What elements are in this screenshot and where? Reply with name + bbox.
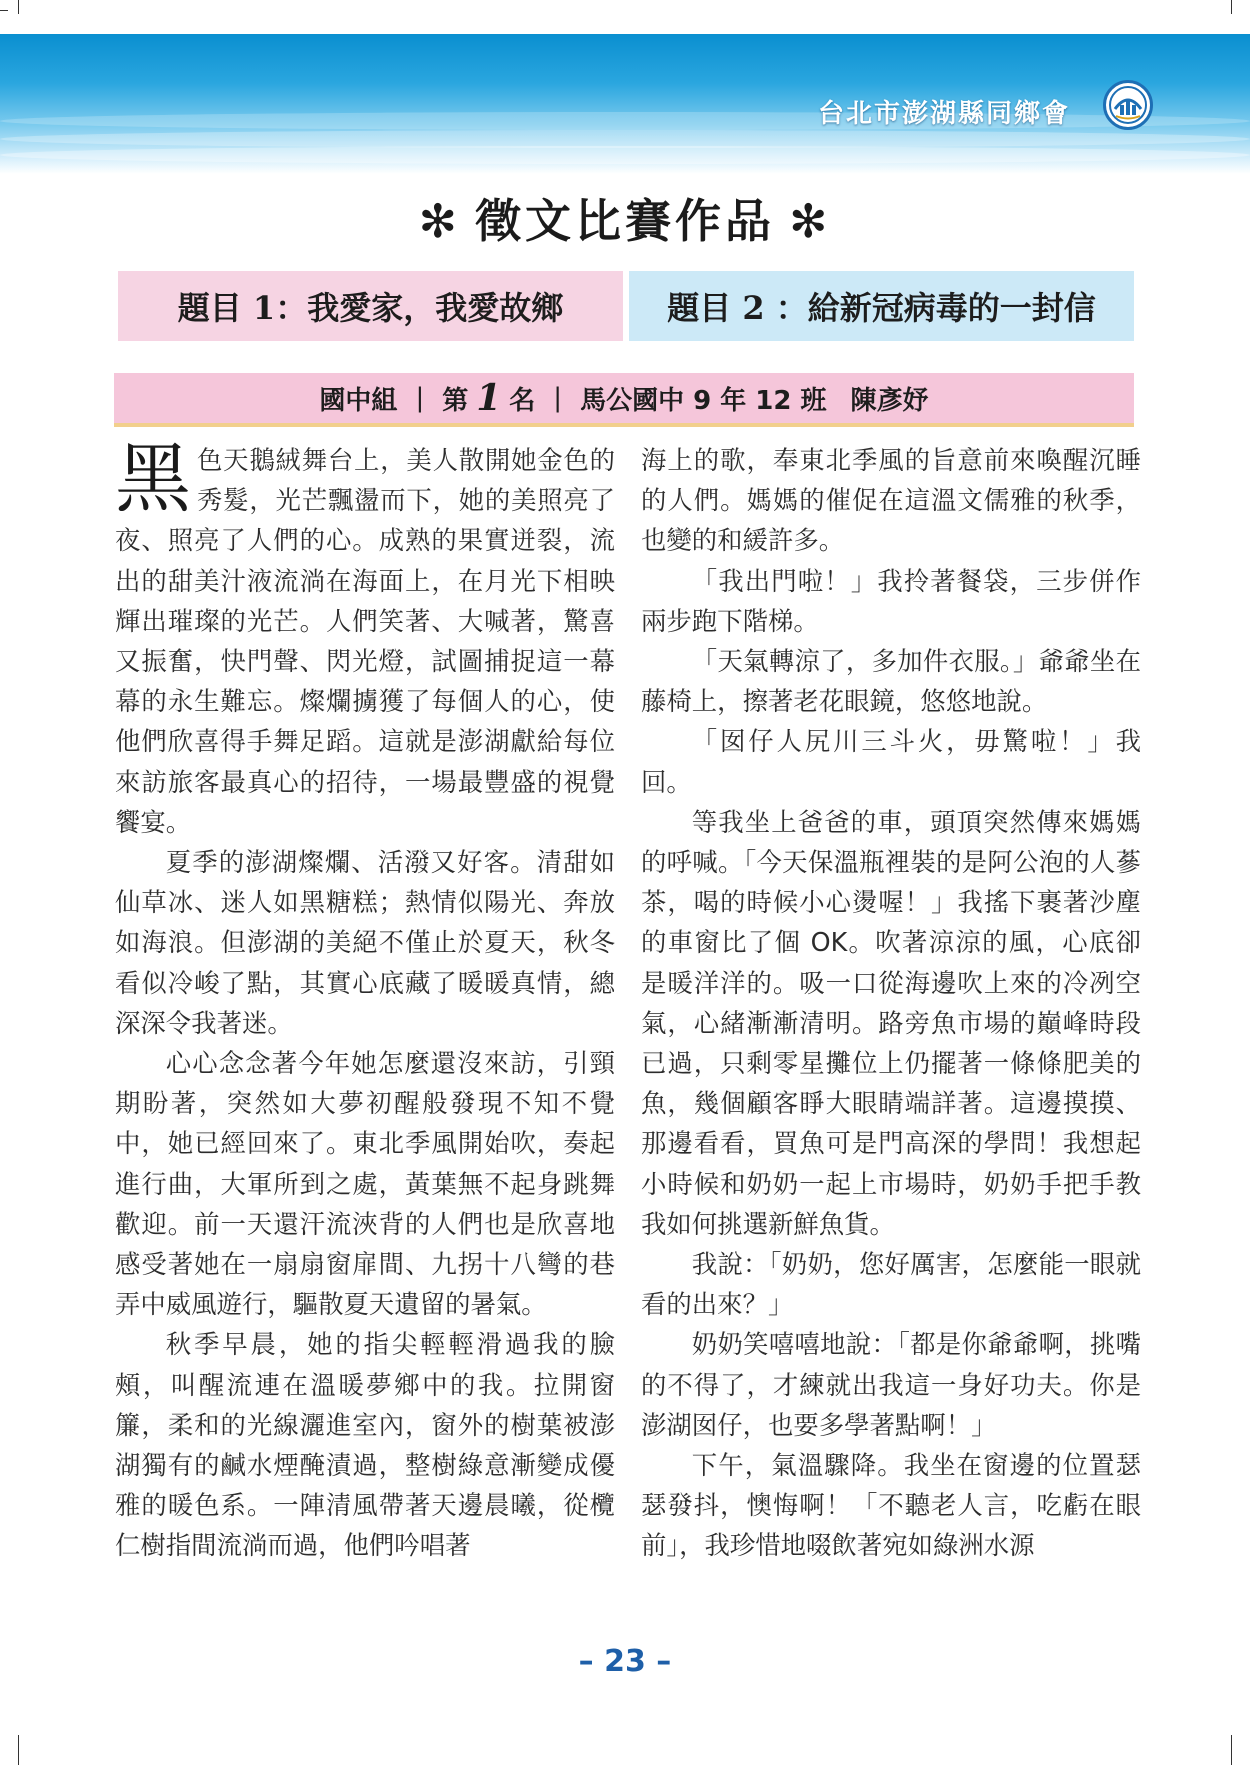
page-title-text: 徵文比賽作品 xyxy=(475,194,775,248)
star-icon: ✻ xyxy=(789,194,832,248)
crop-mark xyxy=(1231,1735,1232,1765)
association-logo-icon xyxy=(1103,80,1153,130)
award-bar xyxy=(114,373,1134,427)
organization-name: 台北市澎湖縣同鄉會 xyxy=(817,99,1070,129)
topic-2-box xyxy=(629,271,1134,341)
article-right-column xyxy=(641,440,1141,1566)
crop-mark xyxy=(1231,0,1232,14)
article-paragraph: 海上的歌，奉東北季風的旨意前來喚醒沉睡的人們。媽媽的催促在這溫文儒雅的秋季，也變的和緩許多。 xyxy=(641,445,1141,556)
article-paragraph: 「天氣轉涼了，多加件衣服。」爺爺坐在藤椅上，擦著老花眼鏡，悠悠地說。 xyxy=(641,646,1141,717)
crop-mark xyxy=(18,0,19,14)
article-paragraph: 等我坐上爸爸的車，頭頂突然傳來媽媽的呼喊。「今天保溫瓶裡裝的是阿公泡的人蔘茶，喝的時候小心燙喔！」我搖下裹著沙塵的車窗比了個 OK。吹著涼涼的風，心底卻是暖洋洋的。吸一口從海邊吹上來的冷冽空氣，心緒漸漸清明。路旁魚市場的巔峰時段已過，只剩零星攤位上仍擺著一條條肥美的魚，幾個顧客睜大眼睛端詳著。這邊摸摸、那邊看看，買魚可是門高深的學問！我想起小時候和奶奶一起上市場時，奶奶手把手教我如何挑選新鮮魚貨。 xyxy=(641,806,1141,1239)
award-separator: | xyxy=(553,383,563,413)
article-paragraph: 我說：「奶奶，您好厲害，怎麼能一眼就看的出來？」 xyxy=(641,1249,1141,1320)
paragraph-text: 色天鵝絨舞台上，美人散開她金色的秀髮，光芒飄盪而下，她的美照亮了夜、照亮了人們的心。成熟的果實迸裂，流出的甜美汁液流淌在海面上，在月光下相映輝出璀璨的光芒。人們笑著、大喊著，驚喜又振奮，快門聲、閃光燈，試圖捕捉這一幕幕的永生難忘。燦爛擄獲了每個人的心，使他們欣喜得手舞足蹈。這就是澎湖獻給每位來訪旅客最真心的招待，一場最豐盛的視覺饗宴。 xyxy=(115,445,615,837)
award-rank-suffix: 名 xyxy=(509,385,536,416)
crop-mark xyxy=(0,10,8,11)
page-number: – 23 – xyxy=(578,1644,672,1679)
article-paragraph: 心心念念著今年她怎麼還沒來訪，引頸期盼著，突然如大夢初醒般發現不知不覺中，她已經回來了。東北季風開始吹，奏起進行曲，大軍所到之處，黃葉無不起身跳舞歡迎。前一天還汗流浹背的人們也是欣喜地感受著她在一扇扇窗扉間、九拐十八彎的巷弄中威風遊行，驅散夏天遺留的暑氣。 xyxy=(115,1048,615,1320)
article-paragraph: 「我出門啦！」我拎著餐袋，三步併作兩步跑下階梯。 xyxy=(641,565,1141,636)
article-paragraph: 「囡仔人尻川三斗火，毋驚啦！」我回。 xyxy=(641,726,1141,797)
article-paragraph: 下午，氣溫驟降。我坐在窗邊的位置瑟瑟發抖，懊悔啊！「不聽老人言，吃虧在眼前」，我珍惜地啜飲著宛如綠洲水源 xyxy=(641,1450,1141,1561)
topic-1-label: 題目 1：我愛家，我愛故鄉 xyxy=(177,289,564,327)
drop-cap: 黑 xyxy=(115,434,191,523)
article-paragraph: 奶奶笑嘻嘻地說：「都是你爺爺啊，挑嘴的不得了，才練就出我這一身好功夫。你是澎湖囡仔，也要多學著點啊！」 xyxy=(641,1329,1141,1440)
award-school-class: 馬公國中 9 年 12 班 xyxy=(580,385,827,416)
article-left-column xyxy=(115,434,615,1566)
article-paragraph: 秋季早晨，她的指尖輕輕滑過我的臉頰，叫醒流連在溫暖夢鄉中的我。拉開窗簾，柔和的光線灑進室內，窗外的樹葉被澎湖獨有的鹹水煙醃漬過，整樹綠意漸變成優雅的暖色系。一陣清風帶著天邊晨曦，從欖仁樹指間流淌而過，他們吟唱著 xyxy=(115,1329,615,1561)
award-separator: | xyxy=(415,383,425,413)
page-title xyxy=(0,185,1250,251)
topic-2-label: 題目 2 ：給新冠病毒的一封信 xyxy=(667,289,1096,327)
award-rank-prefix: 第 xyxy=(442,385,469,416)
star-icon: ✻ xyxy=(418,194,461,248)
award-group: 國中組 xyxy=(319,385,398,416)
crop-mark xyxy=(18,1735,19,1765)
article-paragraph xyxy=(115,434,615,842)
article-paragraph: 夏季的澎湖燦爛、活潑又好客。清甜如仙草冰、迷人如黑糖糕；熱情似陽光、奔放如海浪。但澎湖的美絕不僅止於夏天，秋冬看似冷峻了點，其實心底藏了暖暖真情，總深深令我著迷。 xyxy=(115,847,615,1038)
award-author: 陳彥妤 xyxy=(850,385,929,416)
award-rank-number: 1 xyxy=(476,377,502,419)
topic-1-box xyxy=(118,271,623,341)
